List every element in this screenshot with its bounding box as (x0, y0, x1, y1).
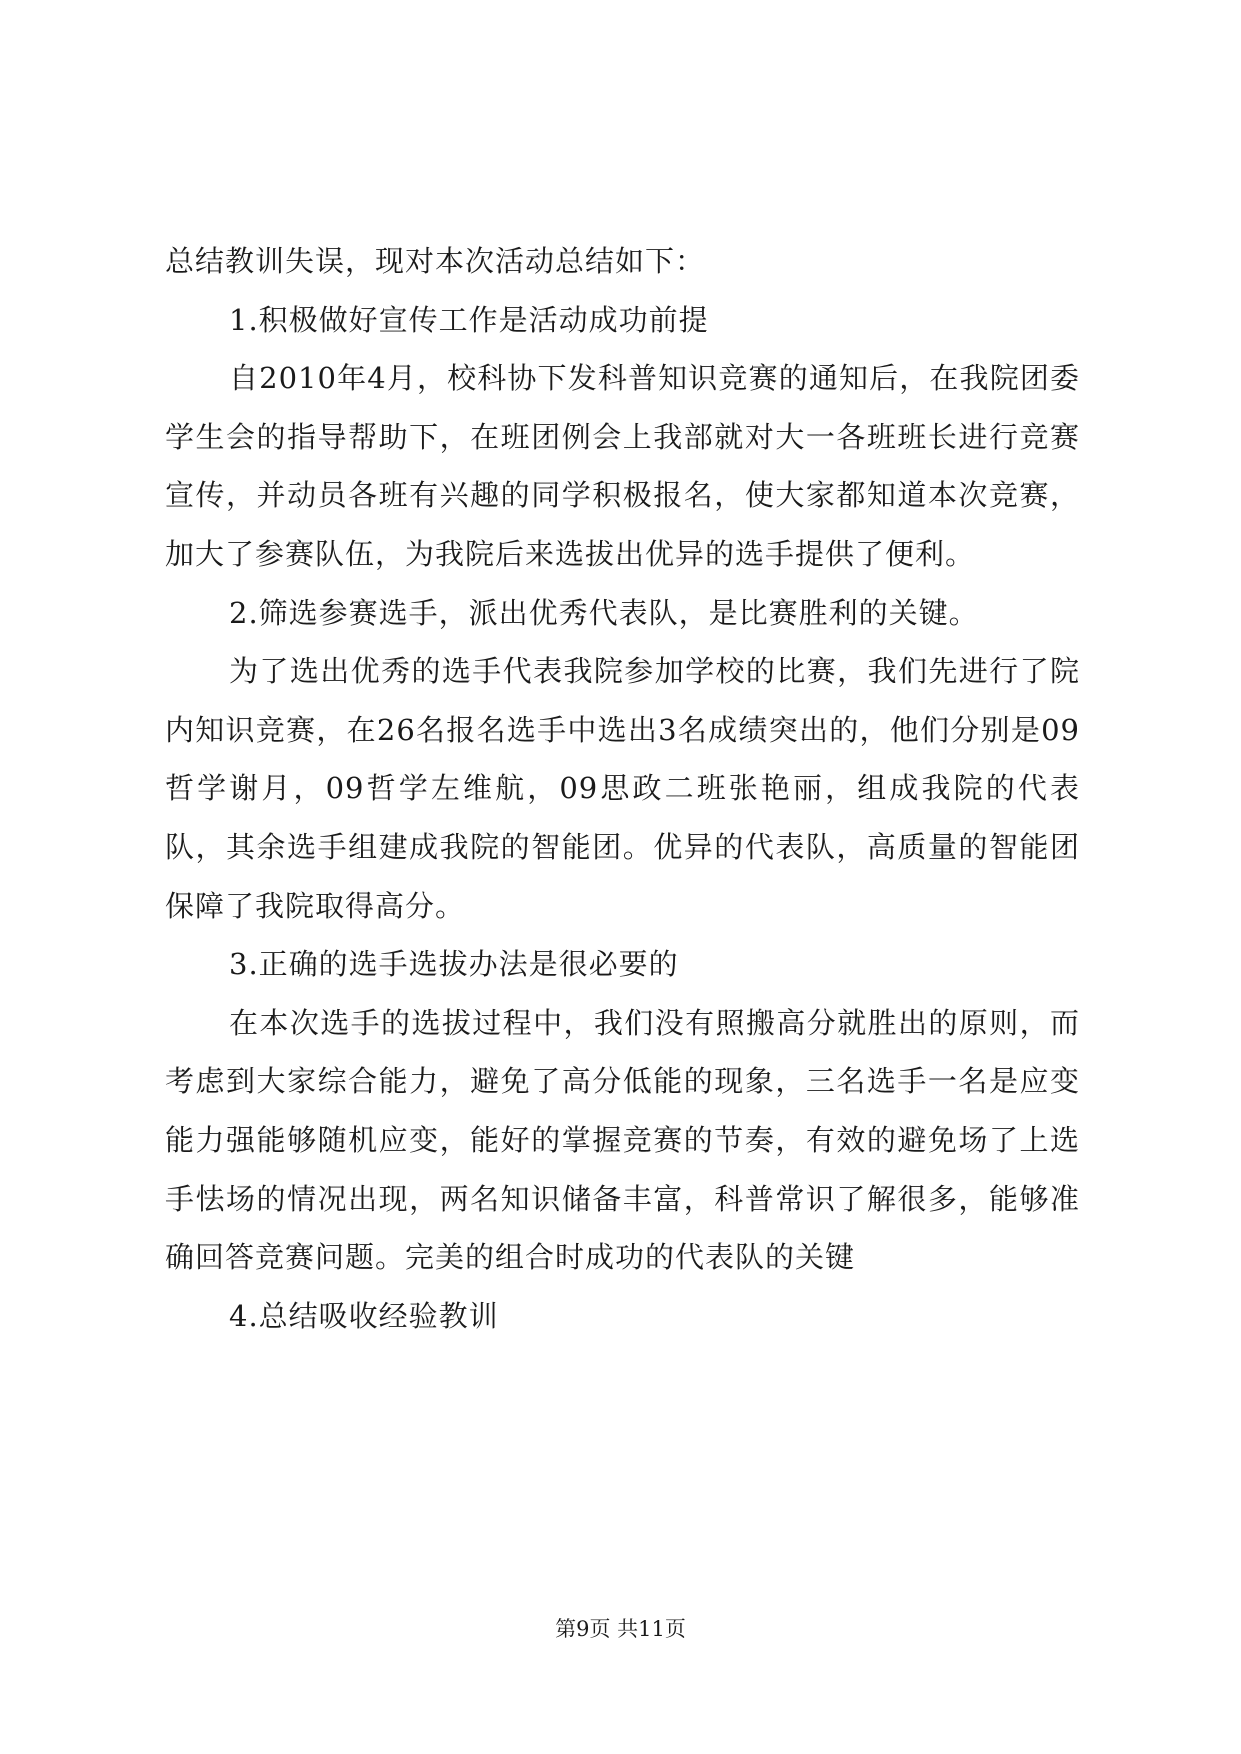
heading-2: 2.筛选参赛选手，派出优秀代表队，是比赛胜利的关键。 (229, 595, 979, 630)
heading-1: 1.积极做好宣传工作是活动成功前提 (229, 302, 709, 337)
paragraph-3: 为了选出优秀的选手代表我院参加学校的比赛，我们先进行了院内知识竞赛，在26名报名选手中选出3名成绩突出的，他们分别是09哲学谢月，09哲学左维航，09思政二班张艳丽，组成我院的代表队，其余选手组建成我院的智能团。优异的代表队，高质量的智能团保障了我院取得高分。 (165, 654, 1080, 923)
page-number-footer: 第9页 共11页 (555, 1617, 686, 1641)
body-text (165, 232, 1080, 1345)
paragraph-4: 在本次选手的选拔过程中，我们没有照搬高分就胜出的原则，而考虑到大家综合能力，避免了高分低能的现象，三名选手一名是应变能力强能够随机应变，能好的掌握竞赛的节奏，有效的避免场了上选手怯场的情况出现，两名知识储备丰富，科普常识了解很多，能够准确回答竞赛问题。完美的组合时成功的代表队的关键 (165, 1005, 1080, 1275)
paragraph-1: 总结教训失误，现对本次活动总结如下： (165, 244, 706, 278)
heading-3: 3.正确的选手选拔办法是很必要的 (229, 947, 679, 982)
paragraph-2: 自2010年4月，校科协下发科普知识竞赛的通知后，在我院团委学生会的指导帮助下，在班团例会上我部就对大一各班班长进行竞赛宣传，并动员各班有兴趣的同学积极报名，使大家都知道本次竞赛，加大了参赛队伍，为我院后来选拔出优异的选手提供了便利。 (165, 361, 1080, 571)
heading-4: 4.总结吸收经验教训 (229, 1298, 499, 1333)
